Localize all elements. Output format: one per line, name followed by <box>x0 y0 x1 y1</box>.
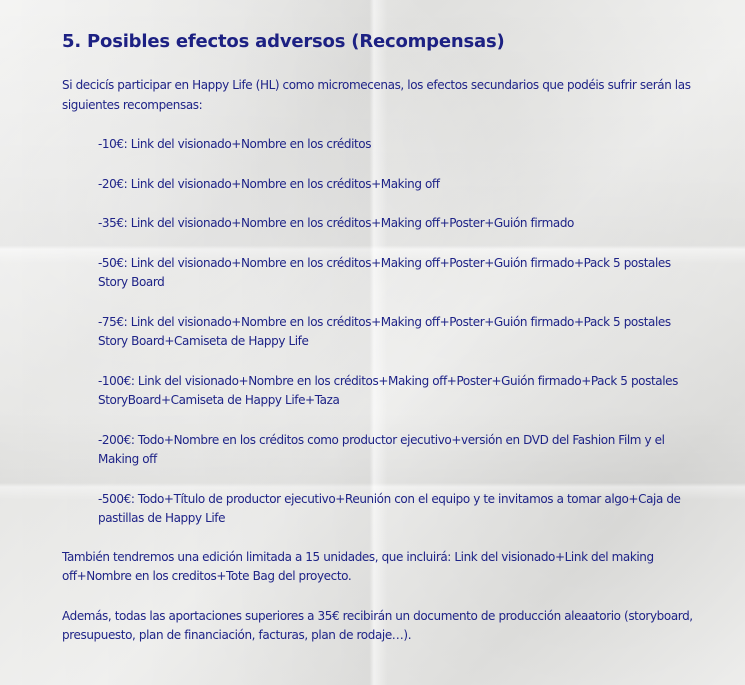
reward-item-75: -75€: Link del visionado+Nombre en los créditos+Making off+Poster+Guión firmado+Pack 5 postales Story Board+Camiseta de Happy Life <box>98 314 671 348</box>
reward-item-100: -100€: Link del visionado+Nombre en los créditos+Making off+Poster+Guión firmado+Pack 5 postales StoryBoard+Camiseta de Happy Life+Taza <box>98 373 678 407</box>
intro-paragraph: Si decicís participar en Happy Life (HL) como micromecenas, los efectos secundarios que podéis sufrir serán las siguientes recompensas: <box>62 78 691 112</box>
reward-item-35: -35€: Link del visionado+Nombre en los créditos+Making off+Poster+Guión firmado <box>98 216 574 230</box>
extra-document-paragraph: Además, todas las aportaciones superiores a 35€ recibirán un documento de producción aleaatorio (storyboard, presupuesto, plan de financiación, facturas, plan de rodaje…). <box>62 608 693 642</box>
rewards-list <box>62 135 702 529</box>
section-title: 5. Posibles efectos adversos (Recompensas) <box>62 31 505 52</box>
rewards-section <box>62 31 702 646</box>
reward-item-10: -10€: Link del visionado+Nombre en los créditos <box>98 137 372 151</box>
reward-item-50: -50€: Link del visionado+Nombre en los créditos+Making off+Poster+Guión firmado+Pack 5 postales Story Board <box>98 255 671 289</box>
limited-edition-paragraph: También tendremos una edición limitada a 15 unidades, que incluirá: Link del visionado+Link del making off+Nombre en los creditos+Tote Bag del proyecto. <box>62 549 654 583</box>
reward-item-200: -200€: Todo+Nombre en los créditos como productor ejecutivo+versión en DVD del Fashion Film y el Making off <box>98 432 665 466</box>
reward-item-500: -500€: Todo+Título de productor ejecutivo+Reunión con el equipo y te invitamos a tomar algo+Caja de pastillas de Happy Life <box>98 491 681 525</box>
reward-item-20: -20€: Link del visionado+Nombre en los créditos+Making off <box>98 176 440 191</box>
